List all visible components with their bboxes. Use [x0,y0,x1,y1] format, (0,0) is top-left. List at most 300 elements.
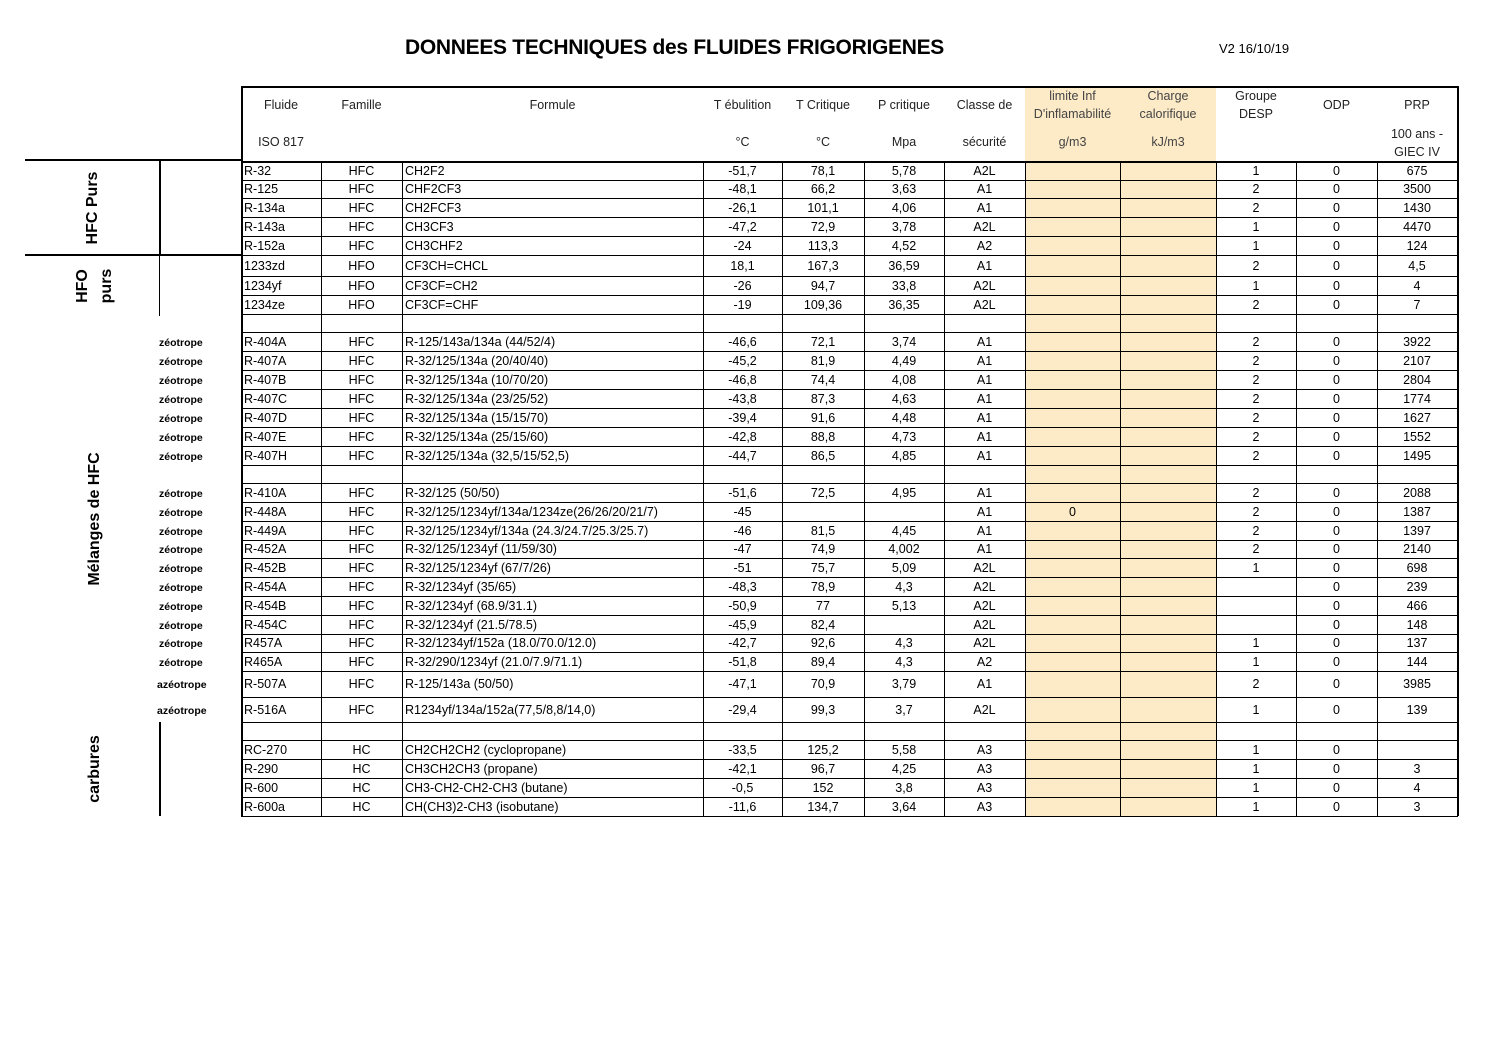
table-cell: 4,63 [891,391,917,406]
table-cell: 3,63 [891,182,917,196]
table-cell: 1 [1252,799,1260,814]
mixture-type-label: zéotrope [159,562,203,575]
table-cell: 0 [1333,391,1340,406]
mixture-type-label: zéotrope [159,619,203,632]
header-pcrit-unit: Mpa [891,135,917,149]
table-cell: 72,1 [810,334,836,349]
table-cell: 2 [1252,334,1260,349]
column-divider [782,161,783,816]
table-cell: R-32/125/1234yf (67/7/26) [405,560,551,575]
table-cell: 81,5 [810,523,836,538]
table-cell: 2 [1252,391,1260,406]
table-cell: 698 [1406,560,1428,575]
column-divider [1025,161,1026,816]
group-label-0: HFC Purs [84,171,101,245]
table-cell: 88,8 [810,429,836,444]
table-cell: 2 [1252,523,1260,538]
table-cell: 36,59 [888,258,920,273]
table-cell: A2 [976,238,993,253]
table-cell: 36,35 [888,297,920,312]
table-cell: -50,9 [728,598,757,613]
table-cell: HFO [348,297,375,312]
table-cell: HFC [348,598,375,613]
table-cell: -51,7 [728,163,757,178]
table-cell: 4,3 [895,654,913,669]
mixture-type-label: zéotrope [159,412,203,425]
table-cell: -51,6 [728,485,757,500]
table-cell: A1 [976,429,993,444]
mixture-type-label: zéotrope [159,638,203,650]
table-cell: CF3CH=CHCL [405,258,489,273]
table-cell: 0 [1333,654,1340,669]
table-cell: -33,5 [728,742,757,757]
table-cell: 77 [816,598,830,613]
table-cell: HFC [348,372,375,387]
table-cell: HC [352,780,371,795]
table-cell: HFC [348,238,375,253]
table-cell: 4,85 [891,448,917,463]
header-classe: Classe de [956,98,1013,112]
table-cell: 2088 [1403,485,1431,500]
table-cell: R-143a [244,219,285,234]
column-divider [703,161,704,816]
table-cell: 3,79 [891,677,917,691]
table-cell: 0 [1333,598,1340,613]
table-cell: 87,3 [810,391,836,406]
table-cell: 0 [1333,258,1340,273]
table-cell: R-32/125/1234yf/134a (24.3/24.7/25.3/25.7) [405,523,649,538]
table-cell: A2L [973,297,996,312]
table-cell: -47,2 [728,219,757,234]
table-cell: HFC [348,410,375,425]
table-cell: CH2CH2CH2 (cyclopropane) [405,742,567,757]
table-cell: 1 [1252,636,1260,650]
table-cell: 1397 [1403,523,1431,538]
table-cell: -45 [733,504,752,519]
table-cell: A2L [973,579,996,594]
table-cell: 2 [1252,542,1260,556]
table-cell: -24 [733,238,752,253]
table-cell: 72,9 [810,219,836,234]
group-label-1-line2: purs [98,268,115,303]
row-border [241,740,1458,741]
table-cell: -47 [733,542,752,556]
table-cell: 134,7 [807,799,839,814]
table-cell: HFC [348,200,375,215]
table-cell: -47,1 [728,677,757,691]
table-cell: R-32/125/134a (23/25/52) [405,391,549,406]
row-border [241,759,1458,760]
table-cell: A2 [976,654,993,669]
table-cell: 1 [1252,654,1260,669]
table-cell: R465A [244,654,283,669]
table-cell: -48,1 [728,182,757,196]
table-cell: 0 [1333,182,1340,196]
table-cell: 2107 [1403,353,1431,368]
table-cell: R1234yf/134a/152a(77,5/8,8/14,0) [405,702,596,717]
table-cell: R-448A [244,504,287,519]
table-cell: 74,4 [810,372,836,387]
table-cell: 239 [1406,579,1428,594]
table-cell: 466 [1406,598,1428,613]
mixture-type-label: zéotrope [159,581,203,594]
table-cell: A1 [976,391,993,406]
table-cell: 0 [1333,677,1340,691]
table-cell: 0 [1333,297,1340,312]
table-cell: 675 [1406,163,1428,178]
table-cell: 5,13 [891,598,917,613]
table-cell: 96,7 [810,761,836,776]
table-cell: 4,45 [891,523,917,538]
table-cell: 7 [1413,297,1421,312]
table-cell: 33,8 [891,278,917,293]
mixture-type-label: zéotrope [159,355,203,368]
table-cell: -43,8 [728,391,757,406]
table-cell: A1 [976,410,993,425]
table-cell: 2 [1252,200,1260,215]
table-cell: A1 [976,485,993,500]
table-cell: A1 [976,334,993,349]
row-border [241,596,1458,597]
table-cell: R-407D [244,410,288,425]
row-border [241,198,1458,199]
table-cell: 0 [1333,448,1340,463]
table-cell: 0 [1333,799,1340,814]
row-border [241,502,1458,503]
table-cell: 101,1 [807,200,839,215]
table-cell: R-32 [244,163,272,178]
table-cell: -39,4 [728,410,757,425]
table-cell: -11,6 [728,799,757,814]
table-cell: -48,3 [728,579,757,594]
table-cell: 82,4 [810,617,836,632]
header-charge: Charge [1147,89,1189,103]
row-border [241,427,1458,428]
table-cell: HC [352,761,371,776]
header-top-border [241,86,1458,88]
table-cell: 4,73 [891,429,917,444]
table-cell: HFC [348,391,375,406]
table-cell: 0 [1333,238,1340,253]
table-cell: 4,002 [888,542,920,556]
table-cell: -51 [733,560,752,575]
table-cell: 4,06 [891,200,917,215]
table-cell: 92,6 [810,636,836,650]
table-cell: R-125/143a (50/50) [405,677,514,691]
header-tcrit: T Critique [796,98,850,112]
mixture-type-label: zéotrope [159,450,203,463]
table-cell: 5,09 [891,560,917,575]
table-cell: 3,74 [891,334,917,349]
page-title: DONNEES TECHNIQUES des FLUIDES FRIGORIGENES [405,36,945,59]
table-cell: 0 [1333,504,1340,519]
mixture-type-label: zéotrope [159,336,203,349]
table-cell: 0 [1333,636,1340,650]
table-cell: 0 [1333,429,1340,444]
table-cell: HFC [348,353,375,368]
header-fluide: Fluide [263,98,299,112]
column-divider [944,161,945,816]
table-cell: 139 [1406,702,1428,717]
table-cell: 2 [1252,485,1260,500]
table-cell: 0 [1333,163,1340,178]
table-cell: -29,4 [728,702,757,717]
table-cell: -0,5 [731,780,754,795]
table-cell: 4,95 [891,485,917,500]
column-divider [1296,161,1297,816]
table-cell: HFC [348,182,375,196]
mixture-type-label: azéotrope [157,704,207,717]
table-cell: R-32/1234yf (21.5/78.5) [405,617,538,632]
table-cell: 2 [1252,258,1260,273]
row-border [241,370,1458,371]
table-cell: A1 [976,353,993,368]
table-cell: 4,25 [891,761,917,776]
mixture-type-label: zéotrope [159,506,203,519]
row-border [241,797,1458,798]
table-cell: A1 [976,258,993,273]
table-cell: R-32/125/134a (32,5/15/52,5) [405,448,570,463]
header-tcrit-unit: °C [815,135,831,149]
table-cell: R-407H [244,448,288,463]
table-cell: A2L [973,219,996,234]
table-cell: HFC [348,219,375,234]
table-cell: HFC [348,560,375,575]
table-cell: HFC [348,334,375,349]
row-border [241,634,1458,635]
table-cell: A1 [976,182,993,196]
table-cell: 2 [1252,297,1260,312]
table-cell: R-32/125/134a (10/70/20) [405,372,549,387]
table-cell: A1 [976,542,993,556]
row-border [241,295,1458,296]
table-cell: 94,7 [810,278,836,293]
table-cell: R-32/1234yf (35/65) [405,579,517,594]
table-cell: R-32/125/1234yf/134a/1234ze(26/26/20/21/7) [405,504,658,519]
table-cell: 125,2 [807,742,839,757]
table-cell: A2L [973,560,996,575]
table-cell: CF3CF=CH2 [405,278,478,293]
table-cell: CH3CH2CH3 (propane) [405,761,538,776]
table-cell: 2 [1252,429,1260,444]
table-cell: -26,1 [728,200,757,215]
table-cell: HFC [348,542,375,556]
table-cell: 167,3 [807,258,839,273]
table-cell: 152 [812,780,834,795]
table-cell: 4,08 [891,372,917,387]
header-famille: Famille [341,98,382,112]
table-cell: R-134a [244,200,285,215]
table-cell: 3 [1413,761,1421,776]
table-cell: HFC [348,617,375,632]
table-cell: HFC [348,485,375,500]
table-cell: R-516A [244,702,287,717]
table-cell: 2 [1252,448,1260,463]
table-cell: -26 [733,278,752,293]
table-cell: 4,3 [895,636,913,650]
table-cell: A2L [973,702,996,717]
mixture-type-label: azéotrope [157,679,207,691]
row-border [241,314,1458,315]
table-cell: R-125 [244,182,279,196]
header-classe-unit: sécurité [962,135,1007,149]
table-cell: 2 [1252,677,1260,691]
table-cell: HC [352,799,371,814]
table-cell: R-452A [244,542,287,556]
header-teb: T ébulition [713,98,772,112]
table-cell: A3 [976,761,993,776]
row-border [241,558,1458,559]
table-cell: A2L [973,617,996,632]
column-divider [1216,161,1217,816]
mixture-type-label: zéotrope [159,656,203,669]
table-bottom-border [241,816,1458,817]
table-cell: 78,9 [810,579,836,594]
table-cell: 1627 [1403,410,1431,425]
table-cell: CH3CHF2 [405,238,463,253]
header-pcrit: P critique [878,98,930,112]
table-cell: 148 [1406,617,1428,632]
table-cell: 0 [1333,780,1340,795]
table-cell: 75,7 [810,560,836,575]
table-cell: R-600 [244,780,279,795]
table-cell: R-454B [244,598,287,613]
row-border [241,521,1458,522]
row-border [241,276,1458,277]
table-cell: 86,5 [810,448,836,463]
table-cell: R-152a [244,238,285,253]
table-cell: 1233zd [244,258,286,273]
table-cell: R-407B [244,372,287,387]
table-cell: 18,1 [730,258,755,273]
table-cell: -51,8 [728,654,757,669]
table-cell: 0 [1333,372,1340,387]
table-cell: 2 [1252,504,1260,519]
table-left-border [241,86,243,816]
row-border [241,332,1458,333]
table-cell: A3 [976,742,993,757]
mixture-type-label: zéotrope [159,393,203,406]
header-groupe-line2: DESP [1238,107,1274,121]
mixture-type-label: zéotrope [159,600,203,613]
column-divider [321,161,322,816]
table-cell: A1 [976,200,993,215]
table-cell: R-454C [244,617,288,632]
row-border [241,652,1458,653]
table-cell: 99,3 [810,702,836,717]
table-cell: -46 [733,523,752,538]
column-divider [864,161,865,816]
table-cell: A2L [973,598,996,613]
header-teb-unit: °C [735,135,750,149]
table-cell: 70,9 [810,677,836,691]
table-cell: R-410A [244,485,287,500]
header-groupe: Groupe [1235,89,1277,103]
mixture-type-label: zéotrope [159,374,203,387]
table-cell: HFC [348,448,375,463]
table-cell: 109,36 [803,297,843,312]
table-cell: 3922 [1403,334,1431,349]
table-cell: 0 [1333,523,1340,538]
table-cell: CH2F2 [405,163,445,178]
table-cell: 1 [1252,780,1260,795]
row-border [241,483,1458,484]
header-odp: ODP [1322,98,1351,112]
table-cell: HFC [348,504,375,519]
table-cell: -45,9 [728,617,757,632]
group-divider [159,722,161,816]
group-border [25,254,241,256]
table-cell: 0 [1333,702,1340,717]
table-cell: 1 [1252,163,1260,178]
table-cell: A1 [976,677,993,691]
table-cell: -44,7 [728,448,757,463]
table-cell: 0 [1333,579,1340,594]
table-cell: HFC [348,429,375,444]
group-divider [159,255,160,316]
table-cell: A1 [976,448,993,463]
table-cell: R-32/125/1234yf (11/59/30) [405,542,557,556]
header-lii-unit: g/m3 [1058,135,1087,149]
table-cell: R-32/125/134a (15/15/70) [405,410,549,425]
table-cell: 3,64 [891,799,917,814]
table-cell: 137 [1406,636,1428,650]
table-cell: 4,52 [891,238,917,253]
table-cell: 3 [1413,799,1421,814]
table-cell: 1 [1252,742,1260,757]
table-cell: -46,8 [728,372,757,387]
row-border [241,778,1458,779]
group-label-2: Mélanges de HFC [86,452,103,586]
table-cell: 5,78 [891,163,917,178]
table-cell: 0 [1333,278,1340,293]
table-cell: A3 [976,780,993,795]
row-border [241,217,1458,218]
row-border [241,577,1458,578]
table-cell: 4,5 [1408,258,1426,273]
table-cell: 1495 [1403,448,1431,463]
table-cell: -42,1 [728,761,757,776]
table-cell: CH(CH3)2-CH3 (isobutane) [405,799,559,814]
table-cell: 4,3 [895,579,913,594]
version-label: V2 16/10/19 [1219,41,1290,56]
row-border [241,408,1458,409]
group-divider [159,161,161,255]
table-cell: R-290 [244,761,279,776]
group-top-border [25,159,241,161]
table-cell: 74,9 [810,542,836,556]
mixture-type-label: zéotrope [159,525,203,538]
header-lii: limite Inf [1049,89,1096,103]
group-label-3: carbures [86,735,103,803]
table-cell: 2140 [1403,542,1431,556]
table-cell: R-32/290/1234yf (21.0/7.9/71.1) [405,654,583,669]
row-border [241,389,1458,390]
table-cell: A2L [973,636,996,650]
table-cell: 1 [1252,761,1260,776]
table-cell: 81,9 [810,353,836,368]
row-border [241,722,1458,723]
header-formule: Formule [529,98,576,112]
table-cell: CHF2CF3 [405,182,462,196]
table-cell: HFC [348,677,375,691]
table-cell: 3,78 [891,219,917,234]
table-cell: R-32/1234yf (68.9/31.1) [405,598,538,613]
table-cell: 1430 [1403,200,1431,215]
table-cell: R-32/1234yf/152a (18.0/70.0/12.0) [405,636,597,650]
table-cell: 3,8 [895,780,913,795]
table-cell: 0 [1333,560,1340,575]
